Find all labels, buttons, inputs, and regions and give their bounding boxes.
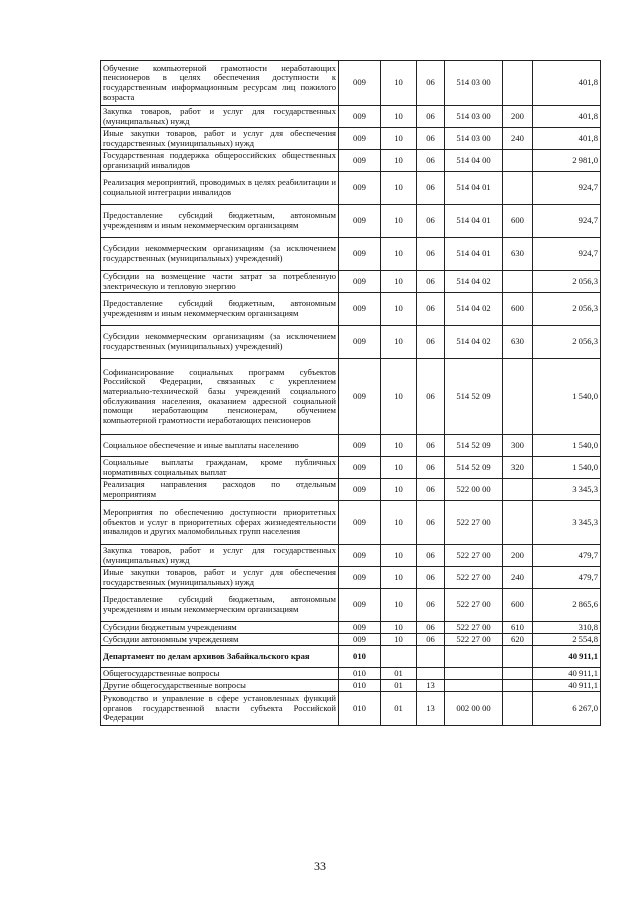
row-target-article: 514 03 00 [445, 61, 503, 106]
row-section-code: 10 [381, 271, 417, 293]
row-amount: 40 911,1 [533, 646, 601, 668]
row-section-code: 01 [381, 692, 417, 726]
row-amount: 2 056,3 [533, 271, 601, 293]
table-row [101, 359, 601, 435]
row-amount: 924,7 [533, 238, 601, 271]
row-name: Другие общегосударственные вопросы [101, 680, 339, 692]
row-ved-code: 009 [339, 61, 381, 106]
row-expense-type [503, 271, 533, 293]
row-expense-type [503, 359, 533, 435]
row-section-code: 10 [381, 457, 417, 479]
row-expense-type: 300 [503, 435, 533, 457]
row-name: Департамент по делам архивов Забайкальского края [101, 646, 339, 668]
row-amount: 1 540,0 [533, 435, 601, 457]
row-amount: 479,7 [533, 545, 601, 567]
row-target-article: 514 04 01 [445, 238, 503, 271]
row-name: Субсидии на возмещение части затрат за потребленную электрическую и тепловую энергию [101, 271, 339, 293]
row-expense-type: 600 [503, 205, 533, 238]
table-row [101, 271, 601, 293]
row-amount: 2 056,3 [533, 326, 601, 359]
row-expense-type: 610 [503, 622, 533, 634]
row-amount: 2 981,0 [533, 150, 601, 172]
row-ved-code: 009 [339, 150, 381, 172]
row-subsection-code: 06 [417, 61, 445, 106]
row-target-article [445, 668, 503, 680]
row-expense-type: 240 [503, 128, 533, 150]
row-ved-code: 009 [339, 479, 381, 501]
row-expense-type: 320 [503, 457, 533, 479]
table-row [101, 172, 601, 205]
row-expense-type [503, 61, 533, 106]
table-row [101, 293, 601, 326]
row-subsection-code: 13 [417, 692, 445, 726]
row-name: Руководство и управление в сфере установленных функций органов государственной власти субъекта Российской Федерации [101, 692, 339, 726]
row-name: Предоставление субсидий бюджетным, автономным учреждениям и иным некоммерческим организациям [101, 293, 339, 326]
row-ved-code: 009 [339, 634, 381, 646]
row-section-code: 10 [381, 150, 417, 172]
row-target-article: 514 04 01 [445, 205, 503, 238]
row-expense-type: 630 [503, 238, 533, 271]
row-target-article [445, 646, 503, 668]
row-target-article: 522 27 00 [445, 634, 503, 646]
row-section-code: 10 [381, 567, 417, 589]
row-subsection-code: 06 [417, 479, 445, 501]
row-expense-type [503, 172, 533, 205]
row-expense-type [503, 501, 533, 545]
table-row [101, 435, 601, 457]
row-ved-code: 010 [339, 680, 381, 692]
row-section-code: 10 [381, 293, 417, 326]
row-expense-type: 200 [503, 545, 533, 567]
row-target-article: 514 04 02 [445, 293, 503, 326]
table-row [101, 326, 601, 359]
row-amount: 3 345,3 [533, 479, 601, 501]
row-amount: 3 345,3 [533, 501, 601, 545]
row-amount: 2 056,3 [533, 293, 601, 326]
row-target-article: 514 04 02 [445, 271, 503, 293]
row-target-article: 002 00 00 [445, 692, 503, 726]
row-amount: 2 865,6 [533, 589, 601, 622]
row-expense-type: 630 [503, 326, 533, 359]
row-section-code: 10 [381, 545, 417, 567]
row-amount: 2 554,8 [533, 634, 601, 646]
row-subsection-code: 06 [417, 326, 445, 359]
row-section-code: 01 [381, 680, 417, 692]
row-target-article: 514 04 02 [445, 326, 503, 359]
row-subsection-code: 06 [417, 435, 445, 457]
row-amount: 6 267,0 [533, 692, 601, 726]
row-ved-code: 009 [339, 435, 381, 457]
row-amount: 924,7 [533, 205, 601, 238]
table-row [101, 692, 601, 726]
row-name: Государственная поддержка общероссийских общественных организаций инвалидов [101, 150, 339, 172]
row-subsection-code: 06 [417, 622, 445, 634]
row-subsection-code: 06 [417, 567, 445, 589]
row-ved-code: 009 [339, 238, 381, 271]
row-name: Субсидии некоммерческим организациям (за исключением государственных (муниципальных) учреждений) [101, 326, 339, 359]
row-name: Обучение компьютерной грамотности неработающих пенсионеров в целях обеспечения доступности к государственным информационным ресурсам лиц пожилого возраста [101, 61, 339, 106]
row-name: Закупка товаров, работ и услуг для государственных (муниципальных) нужд [101, 106, 339, 128]
row-subsection-code: 06 [417, 293, 445, 326]
row-ved-code: 009 [339, 589, 381, 622]
row-section-code: 10 [381, 238, 417, 271]
row-section-code: 10 [381, 589, 417, 622]
row-expense-type [503, 668, 533, 680]
row-subsection-code: 06 [417, 634, 445, 646]
row-expense-type [503, 479, 533, 501]
row-section-code: 10 [381, 61, 417, 106]
row-name: Предоставление субсидий бюджетным, автономным учреждениям и иным некоммерческим организациям [101, 205, 339, 238]
row-ved-code: 009 [339, 271, 381, 293]
row-subsection-code [417, 668, 445, 680]
row-ved-code: 009 [339, 293, 381, 326]
row-subsection-code: 06 [417, 238, 445, 271]
row-name: Реализация направления расходов по отдельным мероприятиям [101, 479, 339, 501]
row-section-code: 10 [381, 435, 417, 457]
row-section-code: 01 [381, 668, 417, 680]
row-expense-type [503, 150, 533, 172]
table-row [101, 238, 601, 271]
row-target-article: 522 27 00 [445, 589, 503, 622]
row-amount: 310,8 [533, 622, 601, 634]
row-name: Общегосударственные вопросы [101, 668, 339, 680]
row-target-article [445, 680, 503, 692]
table-row [101, 457, 601, 479]
table-row [101, 150, 601, 172]
table-row [101, 646, 601, 668]
row-amount: 40 911,1 [533, 668, 601, 680]
row-ved-code: 009 [339, 128, 381, 150]
table-row [101, 680, 601, 692]
row-target-article: 514 52 09 [445, 435, 503, 457]
table-row [101, 567, 601, 589]
row-subsection-code: 06 [417, 501, 445, 545]
row-expense-type: 200 [503, 106, 533, 128]
row-ved-code: 009 [339, 326, 381, 359]
row-amount: 401,8 [533, 106, 601, 128]
row-target-article: 514 03 00 [445, 106, 503, 128]
table-body [101, 61, 601, 726]
row-subsection-code: 06 [417, 205, 445, 238]
row-subsection-code: 06 [417, 128, 445, 150]
budget-table [100, 60, 601, 726]
row-amount: 1 540,0 [533, 359, 601, 435]
row-subsection-code [417, 646, 445, 668]
row-target-article: 514 04 00 [445, 150, 503, 172]
row-ved-code: 009 [339, 545, 381, 567]
row-ved-code: 009 [339, 205, 381, 238]
row-target-article: 514 03 00 [445, 128, 503, 150]
row-ved-code: 009 [339, 567, 381, 589]
row-ved-code: 009 [339, 622, 381, 634]
row-name: Социальные выплаты гражданам, кроме публичных нормативных социальных выплат [101, 457, 339, 479]
table-row [101, 61, 601, 106]
row-ved-code: 009 [339, 359, 381, 435]
row-amount: 924,7 [533, 172, 601, 205]
row-subsection-code: 13 [417, 680, 445, 692]
row-name: Субсидии некоммерческим организациям (за исключением государственных (муниципальных) учреждений) [101, 238, 339, 271]
row-expense-type [503, 646, 533, 668]
row-subsection-code: 06 [417, 457, 445, 479]
table-row [101, 622, 601, 634]
row-amount: 479,7 [533, 567, 601, 589]
row-ved-code: 009 [339, 172, 381, 205]
row-name: Закупка товаров, работ и услуг для государственных (муниципальных) нужд [101, 545, 339, 567]
row-target-article: 514 52 09 [445, 359, 503, 435]
row-name: Социальное обеспечение и иные выплаты населению [101, 435, 339, 457]
table-row [101, 589, 601, 622]
row-subsection-code: 06 [417, 106, 445, 128]
row-subsection-code: 06 [417, 545, 445, 567]
row-name: Софинансирование социальных программ субъектов Российской Федерации, связанных с укреплением материально-технической базы учреждений социального обслуживания населения, оказанием адресной социальной помощи неработающим пенсионерам, обучением компьютерной грамотности неработающих пенсионеров [101, 359, 339, 435]
row-expense-type [503, 692, 533, 726]
row-target-article: 522 27 00 [445, 567, 503, 589]
table-row [101, 106, 601, 128]
row-amount: 401,8 [533, 61, 601, 106]
table-row [101, 545, 601, 567]
row-section-code: 10 [381, 622, 417, 634]
table-row [101, 668, 601, 680]
row-ved-code: 010 [339, 646, 381, 668]
row-amount: 40 911,1 [533, 680, 601, 692]
row-expense-type: 600 [503, 293, 533, 326]
row-target-article: 522 27 00 [445, 501, 503, 545]
row-section-code [381, 646, 417, 668]
row-section-code: 10 [381, 479, 417, 501]
row-expense-type: 620 [503, 634, 533, 646]
row-ved-code: 010 [339, 668, 381, 680]
row-name: Иные закупки товаров, работ и услуг для обеспечения государственных (муниципальных) нужд [101, 128, 339, 150]
row-ved-code: 009 [339, 106, 381, 128]
table-row [101, 479, 601, 501]
row-name: Мероприятия по обеспечению доступности приоритетных объектов и услуг в приоритетных сферах жизнедеятельности инвалидов и других маломобильных групп населения [101, 501, 339, 545]
row-expense-type: 240 [503, 567, 533, 589]
row-amount: 401,8 [533, 128, 601, 150]
row-target-article: 514 52 09 [445, 457, 503, 479]
table-row [101, 128, 601, 150]
row-ved-code: 009 [339, 457, 381, 479]
table-row [101, 501, 601, 545]
row-subsection-code: 06 [417, 172, 445, 205]
row-subsection-code: 06 [417, 271, 445, 293]
row-name: Предоставление субсидий бюджетным, автономным учреждениям и иным некоммерческим организациям [101, 589, 339, 622]
row-section-code: 10 [381, 326, 417, 359]
row-section-code: 10 [381, 172, 417, 205]
row-name: Реализация мероприятий, проводимых в целях реабилитации и социальной интеграции инвалидов [101, 172, 339, 205]
row-section-code: 10 [381, 128, 417, 150]
row-target-article: 522 27 00 [445, 622, 503, 634]
row-ved-code: 010 [339, 692, 381, 726]
row-section-code: 10 [381, 634, 417, 646]
row-name: Иные закупки товаров, работ и услуг для обеспечения государственных (муниципальных) нужд [101, 567, 339, 589]
row-subsection-code: 06 [417, 150, 445, 172]
row-target-article: 522 00 00 [445, 479, 503, 501]
row-target-article: 522 27 00 [445, 545, 503, 567]
table-row [101, 205, 601, 238]
row-target-article: 514 04 01 [445, 172, 503, 205]
page-number: 33 [314, 859, 326, 873]
row-section-code: 10 [381, 205, 417, 238]
row-expense-type: 600 [503, 589, 533, 622]
row-subsection-code: 06 [417, 589, 445, 622]
table-row [101, 634, 601, 646]
row-amount: 1 540,0 [533, 457, 601, 479]
row-section-code: 10 [381, 106, 417, 128]
row-ved-code: 009 [339, 501, 381, 545]
row-section-code: 10 [381, 501, 417, 545]
row-subsection-code: 06 [417, 359, 445, 435]
row-expense-type [503, 680, 533, 692]
row-section-code: 10 [381, 359, 417, 435]
row-name: Субсидии автономным учреждениям [101, 634, 339, 646]
row-name: Субсидии бюджетным учреждениям [101, 622, 339, 634]
